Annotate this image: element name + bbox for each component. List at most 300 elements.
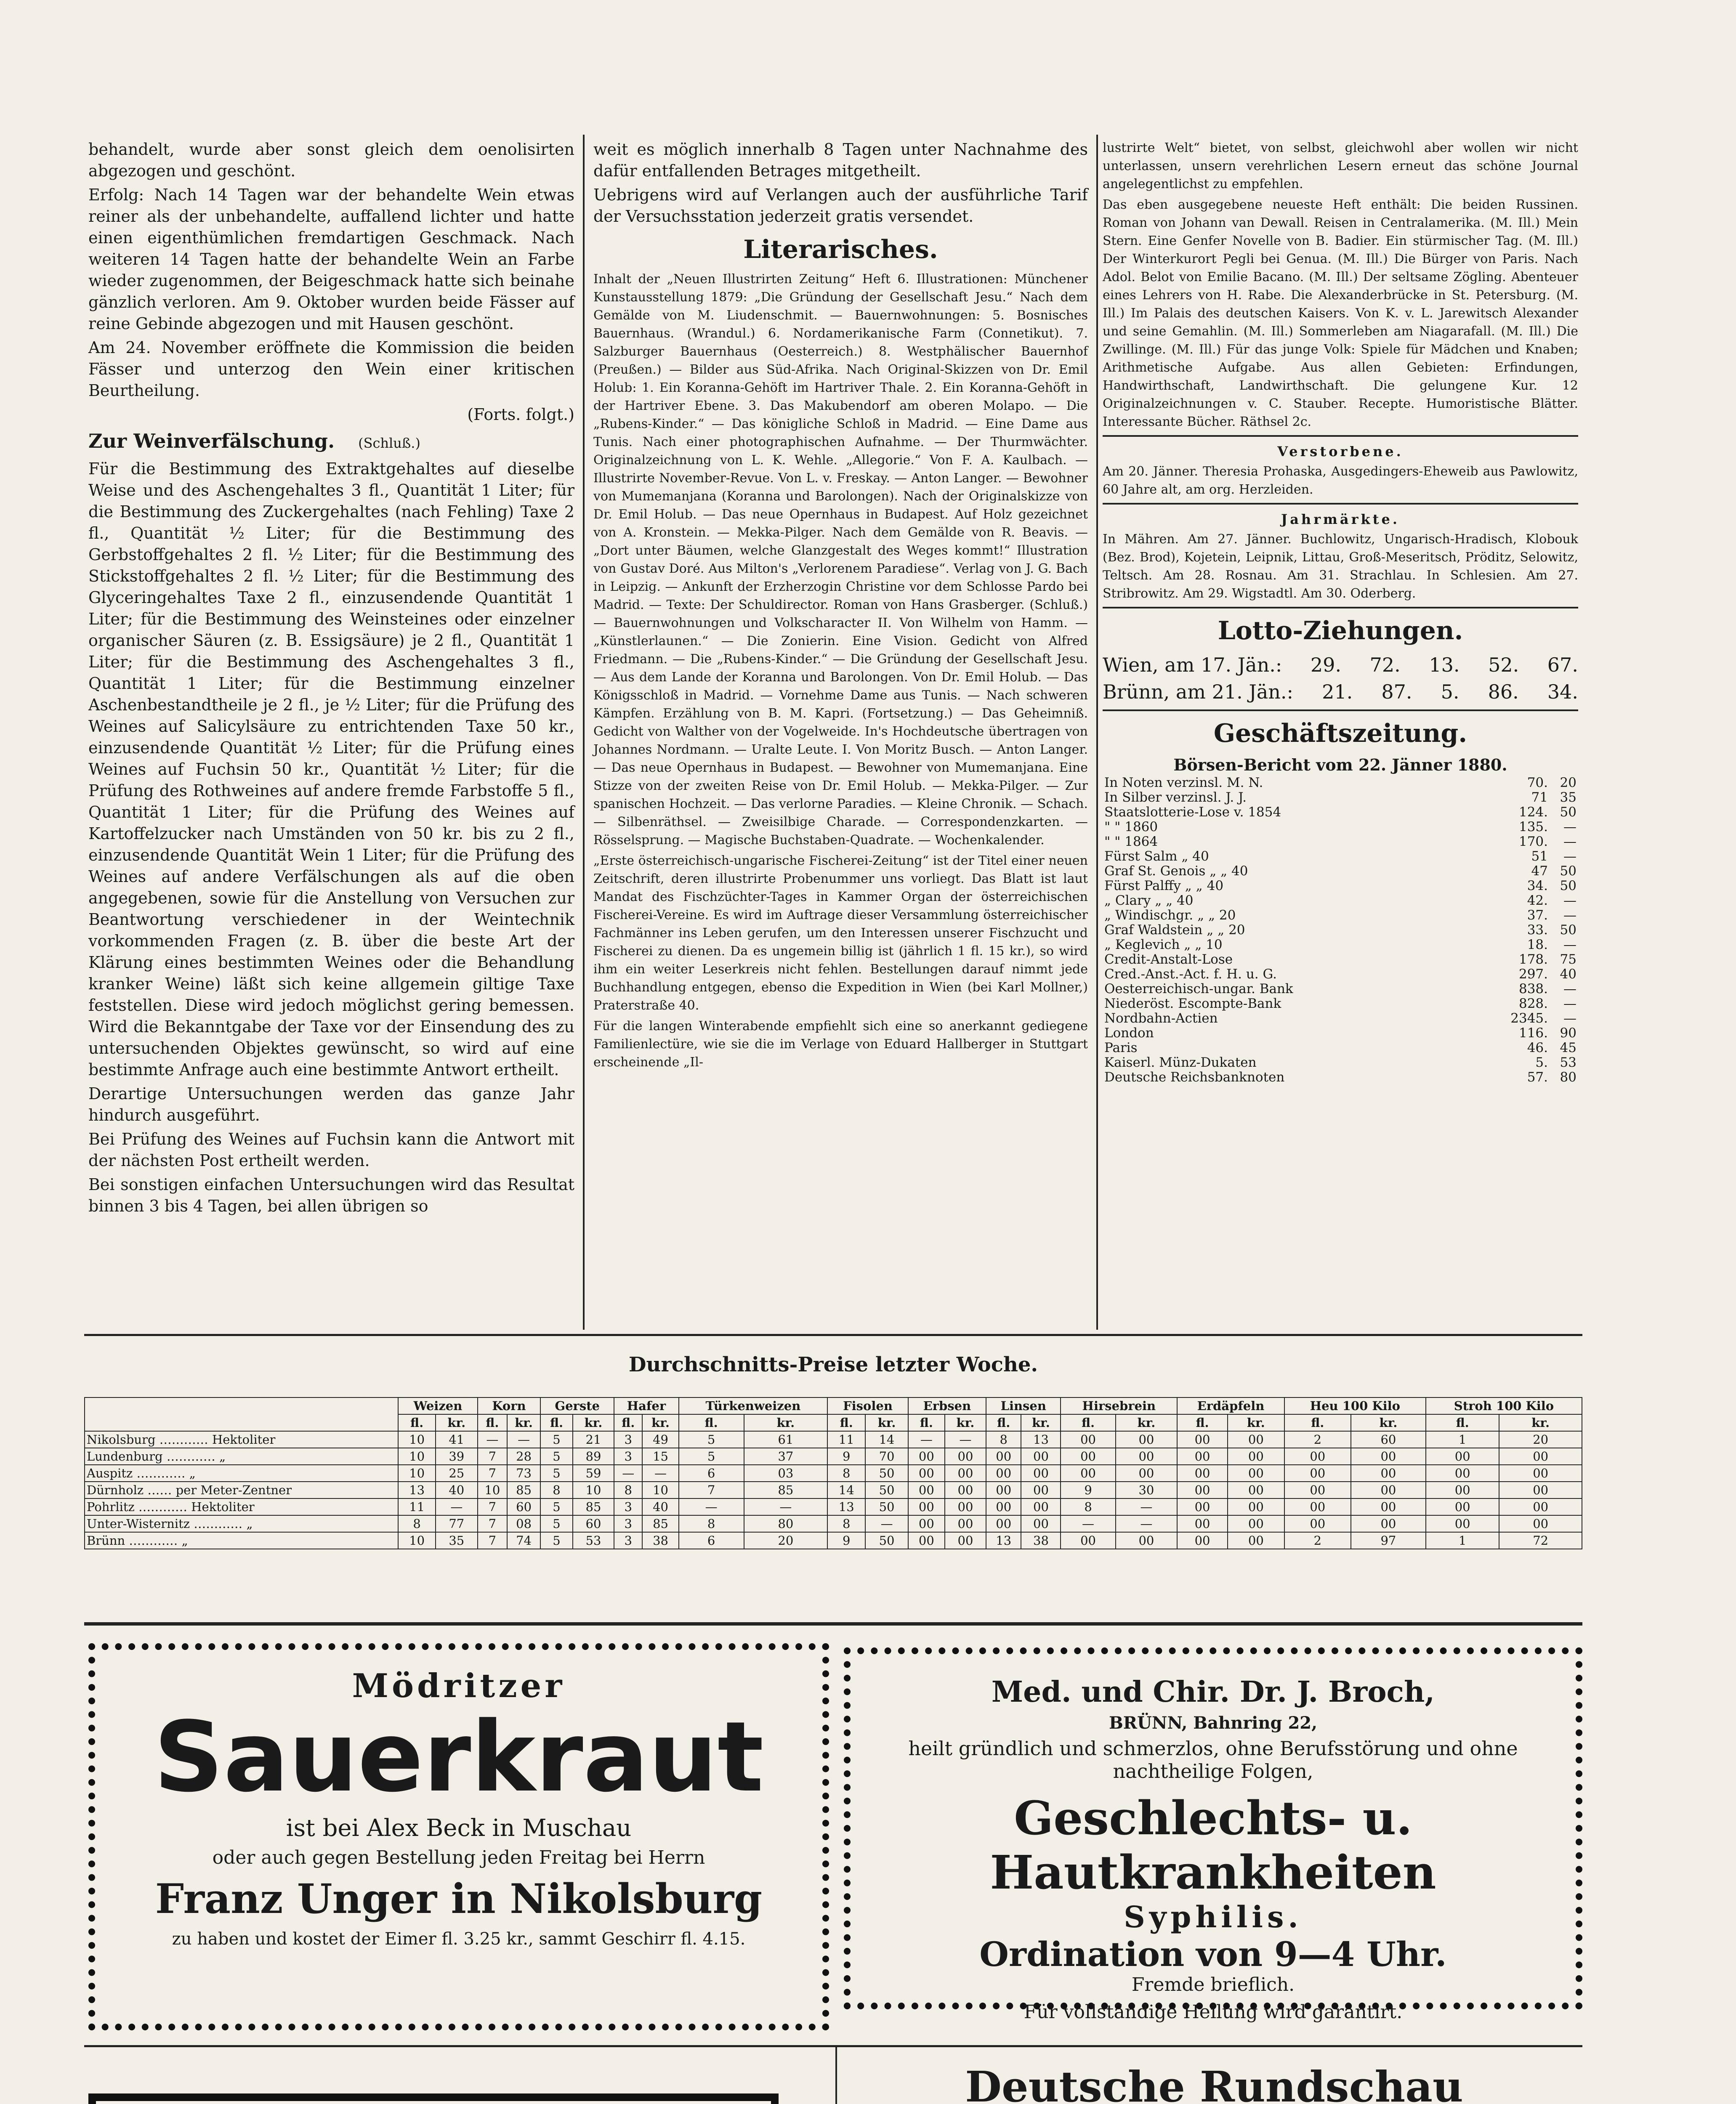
prices-cell: 00 bbox=[1426, 1482, 1499, 1498]
prices-header: Hafer bbox=[614, 1397, 679, 1414]
prices-table-wrapper bbox=[84, 1397, 1582, 1549]
prices-cell: 00 bbox=[1177, 1465, 1228, 1482]
boerse-row bbox=[1103, 1041, 1578, 1055]
prices-unit: fl. bbox=[540, 1414, 573, 1431]
boerse-cell-c: — bbox=[1563, 981, 1576, 996]
boerse-cell-v: 297. bbox=[1518, 967, 1548, 982]
prices-unit: fl. bbox=[478, 1414, 507, 1431]
boerse-cell-label: Staatslotterie-Lose v. 1854 bbox=[1104, 805, 1281, 820]
prices-cell: — bbox=[436, 1498, 478, 1515]
prices-cell: 00 bbox=[1228, 1431, 1284, 1448]
prices-header: Heu 100 Kilo bbox=[1284, 1397, 1426, 1414]
prices-cell: 5 bbox=[540, 1431, 573, 1448]
boerse-row bbox=[1103, 908, 1578, 923]
prices-cell: 00 bbox=[1499, 1465, 1582, 1482]
prices-header: Erbsen bbox=[908, 1397, 986, 1414]
prices-cell: 00 bbox=[1351, 1465, 1426, 1482]
prices-cell: 00 bbox=[1351, 1515, 1426, 1532]
prices-cell: 00 bbox=[1116, 1431, 1178, 1448]
prices-cell: 7 bbox=[478, 1498, 507, 1515]
prices-cell: 00 bbox=[1499, 1448, 1582, 1465]
boerse-cell-c: 50 bbox=[1560, 922, 1576, 938]
prices-cell: 8 bbox=[827, 1515, 865, 1532]
prices-cell: 13 bbox=[398, 1482, 436, 1498]
prices-cell: 7 bbox=[679, 1482, 744, 1498]
sauerkraut-line1: ist bei Alex Beck in Muschau bbox=[286, 1814, 632, 1842]
prices-cell: 08 bbox=[507, 1515, 540, 1532]
lotto-number: 67. bbox=[1547, 654, 1578, 676]
prices-cell: 00 bbox=[908, 1498, 945, 1515]
lotto-number: 29. bbox=[1310, 654, 1342, 676]
prices-cell: 13 bbox=[827, 1498, 865, 1515]
prices-cell: 50 bbox=[865, 1465, 908, 1482]
prices-cell: 20 bbox=[744, 1532, 828, 1549]
boerse-cell-v: 42. bbox=[1527, 893, 1548, 908]
prices-cell: 00 bbox=[1021, 1448, 1061, 1465]
prices-cell: 00 bbox=[908, 1515, 945, 1532]
prices-header: Korn bbox=[478, 1397, 541, 1414]
prices-cell: 10 bbox=[398, 1465, 436, 1482]
prices-row bbox=[85, 1431, 1582, 1448]
prices-cell: 39 bbox=[436, 1448, 478, 1465]
prices-cell: 8 bbox=[679, 1515, 744, 1532]
prices-place: Unter-Wisternitz ………… „ bbox=[85, 1515, 398, 1532]
col2-para5: Für die langen Winterabende empfiehlt sich eine so anerkannt gediegene Familienlectüre, wie sie die im Verlage von Eduard Hallberger in Stuttgart erscheinende „Il- bbox=[593, 1019, 1088, 1070]
prices-cell: 00 bbox=[986, 1498, 1021, 1515]
boerse-cell-c: — bbox=[1563, 819, 1576, 834]
boerse-cell-label: Oesterreichisch-ungar. Bank bbox=[1104, 981, 1293, 996]
prices-unit: fl. bbox=[1284, 1414, 1351, 1431]
prices-cell: 2 bbox=[1284, 1431, 1351, 1448]
prices-cell: 00 bbox=[1351, 1498, 1426, 1515]
prices-cell: 00 bbox=[1499, 1498, 1582, 1515]
col3-para1: lustrirte Welt“ bietet, von selbst, gleichwohl aber wollen wir nicht unterlassen, unsern verehrlichen Lesern erneut das schöne Journal angelegentlichst zu empfehlen. bbox=[1103, 141, 1578, 191]
rule-below-ads bbox=[84, 2045, 1582, 2047]
boerse-cell-label: Fürst Palffy „ „ 40 bbox=[1104, 878, 1224, 893]
boerse-cell-v: 170. bbox=[1518, 834, 1548, 849]
prices-cell: 00 bbox=[1426, 1448, 1499, 1465]
boerse-table bbox=[1103, 776, 1578, 1085]
lotto-number: 52. bbox=[1488, 654, 1519, 676]
prices-unit: fl. bbox=[1061, 1414, 1115, 1431]
prices-cell: 40 bbox=[642, 1498, 678, 1515]
prices-cell: 00 bbox=[1021, 1515, 1061, 1532]
prices-corner bbox=[85, 1397, 398, 1431]
ads-divider bbox=[835, 2047, 837, 2104]
boerse-cell-label: „ Clary „ „ 40 bbox=[1104, 893, 1194, 908]
sauerkraut-top: Mödritzer bbox=[352, 1667, 566, 1705]
prices-cell: 8 bbox=[540, 1482, 573, 1498]
prices-cell: 00 bbox=[1116, 1448, 1178, 1465]
prices-cell: — bbox=[507, 1431, 540, 1448]
prices-unit: kr. bbox=[1116, 1414, 1178, 1431]
prices-cell: 00 bbox=[1426, 1465, 1499, 1482]
column-divider-1 bbox=[583, 135, 585, 1330]
prices-unit: kr. bbox=[1351, 1414, 1426, 1431]
prices-cell: 28 bbox=[507, 1448, 540, 1465]
prices-cell: 37 bbox=[744, 1448, 828, 1465]
prices-cell: — bbox=[614, 1465, 642, 1482]
prices-cell: 00 bbox=[986, 1448, 1021, 1465]
prices-cell: 85 bbox=[507, 1482, 540, 1498]
broch-line3: heilt gründlich und schmerzlos, ohne Berufsstörung und ohne nachtheilige Folgen, bbox=[908, 1737, 1518, 1783]
prices-cell: 13 bbox=[986, 1532, 1021, 1549]
col2-para2: Uebrigens wird auf Verlangen auch der ausführliche Tarif der Versuchsstation jederzeit gratis versendet. bbox=[593, 186, 1088, 226]
prices-cell: 53 bbox=[573, 1532, 614, 1549]
prices-cell: 3 bbox=[614, 1448, 642, 1465]
prices-cell: — bbox=[908, 1431, 945, 1448]
boerse-cell-c: 40 bbox=[1560, 967, 1576, 982]
lotto-number: 34. bbox=[1547, 680, 1578, 703]
prices-unit: fl. bbox=[1426, 1414, 1499, 1431]
col1-para4: Für die Bestimmung des Extraktgehaltes auf dieselbe Weise und des Aschengehaltes 3 fl., Quantität 1 Liter; für die Bestimmung des Zuckergehaltes (nach Fehling) Taxe 2 fl., Quantität ½ Liter; für die Bestimmung des Gerbstoffgehaltes 2 fl. ½ Liter; für die Bestimmung des Stickstoffgehaltes 2 fl. ½ Liter; für die Bestimmung des Glyceringehaltes Taxe 2 fl., einzusendende Quantität 1 Liter; für die Bestimmung des Weinsteines oder einzelner organischer Säuren (z. B. Essigsäure) je 2 fl., Quantität 1 Liter; für die Bestimmung des Aschengehaltes 3 fl., Quantität 1 Liter; für die Bestimmung einzelner Aschenbestandtheile je 2 fl., je ½ Liter; für die Prüfung des Weines auf Salicylsäure zu entrichtenden Taxe 50 kr., einzusendende Quantität ½ Liter; für die Prüfung eines Weines auf Fuchsin 50 kr., Quantität ½ Liter; für die Prüfung des Rothweines auf andere fremde Farbstoffe 5 fl., Quantität 1 Liter; für die Prüfung des Weines auf Kartoffelzucker nach Umständen von 50 kr. bis zu 2 fl., einzusendende Quantität Wein 1 Liter; für die Prüfung des Weines auf andere Verfälschungen als auf die oben angegebenen, sowie für die Anstellung von Versuchen zur Beantwortung verschiedener in der Weintechnik vorkommenden Fragen (z. B. über die beste Art der Klärung eines bestimmten Weines oder die Behandlung kranker Weine) läßt sich keine allgemein giltige Taxe feststellen. Diese wird jedoch möglichst gering bemessen. Wird die Bekanntgabe der Taxe vor der Einsendung des zu untersuchenden Objektes gewünscht, so wird auf eine bestimmte Anfrage auch eine bestimmte Antwort ertheilt. bbox=[88, 460, 574, 1079]
prices-cell: 00 bbox=[1351, 1448, 1426, 1465]
lotto-number: 13. bbox=[1429, 654, 1460, 676]
prices-cell: 97 bbox=[1351, 1532, 1426, 1549]
boerse-cell-label: Paris bbox=[1104, 1040, 1138, 1055]
prices-cell: 5 bbox=[540, 1515, 573, 1532]
prices-unit: kr. bbox=[642, 1414, 678, 1431]
prices-cell: 8 bbox=[986, 1431, 1021, 1448]
lotto-row-bruenn bbox=[1103, 678, 1578, 705]
prices-row bbox=[85, 1448, 1582, 1465]
lotto-number: 87. bbox=[1381, 680, 1412, 703]
boerse-cell-v: 18. bbox=[1527, 937, 1548, 952]
boerse-cell-c: 45 bbox=[1560, 1040, 1576, 1055]
prices-cell: — bbox=[865, 1515, 908, 1532]
boerse-row bbox=[1103, 1070, 1578, 1085]
rule-above-prices bbox=[84, 1334, 1582, 1336]
verstorbene-heading: Verstorbene. bbox=[1277, 444, 1404, 460]
prices-cell: 9 bbox=[1061, 1482, 1115, 1498]
col1-fortsetzung: (Forts. folgt.) bbox=[467, 405, 574, 424]
geschaeft-heading: Geschäftszeitung. bbox=[1213, 719, 1467, 748]
ad-mattoni bbox=[88, 2093, 779, 2104]
prices-cell: 00 bbox=[1499, 1515, 1582, 1532]
prices-cell: 74 bbox=[507, 1532, 540, 1549]
prices-unit: kr. bbox=[1021, 1414, 1061, 1431]
prices-cell: 3 bbox=[614, 1515, 642, 1532]
prices-cell: 00 bbox=[908, 1532, 945, 1549]
boerse-heading: Börsen-Bericht vom 22. Jänner 1880. bbox=[1173, 755, 1507, 774]
lotto-number: 5. bbox=[1441, 680, 1460, 703]
prices-unit: fl. bbox=[679, 1414, 744, 1431]
prices-cell: 2 bbox=[1284, 1532, 1351, 1549]
prices-cell: 00 bbox=[986, 1482, 1021, 1498]
prices-cell: 1 bbox=[1426, 1431, 1499, 1448]
broch-line1: Med. und Chir. Dr. J. Broch, bbox=[991, 1675, 1435, 1709]
prices-header: Stroh 100 Kilo bbox=[1426, 1397, 1582, 1414]
prices-cell: 10 bbox=[642, 1482, 678, 1498]
boerse-cell-c: 50 bbox=[1560, 863, 1576, 879]
prices-cell: — bbox=[679, 1498, 744, 1515]
prices-cell: 00 bbox=[1116, 1532, 1178, 1549]
prices-cell: — bbox=[744, 1498, 828, 1515]
prices-cell: 38 bbox=[642, 1532, 678, 1549]
prices-cell: 00 bbox=[1177, 1482, 1228, 1498]
lotto-number: 21. bbox=[1322, 680, 1353, 703]
prices-cell: 89 bbox=[573, 1448, 614, 1465]
boerse-cell-c: 20 bbox=[1560, 775, 1576, 790]
prices-cell: — bbox=[642, 1465, 678, 1482]
prices-cell: 00 bbox=[1021, 1465, 1061, 1482]
sauerkraut-big: Sauerkraut bbox=[154, 1701, 764, 1814]
prices-cell: 00 bbox=[986, 1515, 1021, 1532]
prices-cell: 61 bbox=[744, 1431, 828, 1448]
prices-cell: 00 bbox=[945, 1482, 986, 1498]
prices-cell: — bbox=[1116, 1515, 1178, 1532]
lotto-number: 72. bbox=[1369, 654, 1401, 676]
boerse-row bbox=[1103, 923, 1578, 938]
jahrmaerkte-heading: Jahrmärkte. bbox=[1281, 511, 1400, 527]
boerse-cell-v: 33. bbox=[1527, 922, 1548, 938]
prices-cell: 13 bbox=[1021, 1431, 1061, 1448]
sauerkraut-line2: oder auch gegen Bestellung jeden Freitag bei Herrn bbox=[212, 1847, 705, 1868]
prices-cell: 00 bbox=[1228, 1532, 1284, 1549]
prices-cell: 73 bbox=[507, 1465, 540, 1482]
prices-cell: 00 bbox=[1061, 1448, 1115, 1465]
col1-para5: Derartige Untersuchungen werden das ganze Jahr hindurch ausgeführt. bbox=[88, 1084, 574, 1124]
boerse-cell-v: 71 bbox=[1531, 790, 1548, 805]
prices-cell: 00 bbox=[945, 1498, 986, 1515]
prices-cell: 3 bbox=[614, 1498, 642, 1515]
col1-heading: Zur Weinverfälschung. bbox=[88, 430, 335, 452]
prices-unit: fl. bbox=[398, 1414, 436, 1431]
prices-cell: 00 bbox=[1177, 1515, 1228, 1532]
boerse-cell-label: Deutsche Reichsbanknoten bbox=[1104, 1070, 1285, 1085]
prices-cell: 30 bbox=[1116, 1482, 1178, 1498]
prices-cell: 00 bbox=[908, 1482, 945, 1498]
boerse-cell-label: London bbox=[1104, 1025, 1154, 1041]
boerse-row bbox=[1103, 879, 1578, 893]
boerse-cell-label: „ Keglevich „ „ 10 bbox=[1104, 937, 1223, 952]
boerse-cell-label: Nordbahn-Actien bbox=[1104, 1011, 1218, 1026]
boerse-row bbox=[1103, 1026, 1578, 1041]
prices-cell: 8 bbox=[1061, 1498, 1115, 1515]
prices-unit: kr. bbox=[1228, 1414, 1284, 1431]
prices-cell: 14 bbox=[827, 1482, 865, 1498]
prices-cell: 50 bbox=[865, 1498, 908, 1515]
prices-cell: 6 bbox=[679, 1532, 744, 1549]
prices-row bbox=[85, 1532, 1582, 1549]
boerse-row bbox=[1103, 967, 1578, 982]
prices-cell: 00 bbox=[1116, 1465, 1178, 1482]
col2-para3: Inhalt der „Neuen Illustrirten Zeitung“ Heft 6. Illustrationen: Münchener Kunstausstellung 1879: „Die Gründung der Gesellschaft Jesu.“ Nach dem Gemälde von M. Liudenschmit. — Bauernwohnungen: 5. Bosnisches Bauernhaus. (Wrandul.) 6. Nordamerikanische Farm (Connetikut). 7. Salzburger Bauernhaus (Oesterreich.) 8. Westphälischer Bauernhof (Preußen.) — Bilder aus Süd-Afrika. Nach Original-Skizzen von Dr. Emil Holub: 1. Ein Koranna-Gehöft im Hartriver Thale. 2. Ein Koranna-Gehöft in der Hartriver Ebene. 3. Das Makubendorf am oberen Molapo. — Die „Rubens-Kinder.“ — Das königliche Schloß in Madrid. — Eine Dame aus Tunis. Nach einer photographischen Aufnahme. — Der Thurmwächter. Originalzeichnung von L. K. Wehle. „Allegorie.“ Von F. A. Kaulbach. — Illustrirte November-Revue. Von L. v. Freskay. — Anton Langer. — Bewohner von Mumemanjana (Koranna und Barolongen). Nach der Originalskizze von Dr. Emil Holub. — Das neue Opernhaus in Budapest. Auf Holz gezeichnet von A. Kronstein. — Mekka-Pilger. Nach dem Gemälde von R. Beavis. — „Dort unter Bäumen, welche Glanzgestalt des Weges kommt!“ Illustration von Gustav Doré. Aus Milton's „Verlorenem Paradiese“. Verlag von J. G. Bach in Leipzig. — Ankunft der Erzherzogin Christine vor dem Schlosse Pardo bei Madrid. — Texte: Der Schuldirector. Roman von Hans Grasberger. (Schluß.) — Bauernwohnungen und Volkscharacter II. Von Wilhelm von Hamm. — „Künstlerlaunen.“ — Die Zonierin. Eine Vision. Gedicht von Alfred Friedmann. — Die „Rubens-Kinder.“ — Die Gründung der Gesellschaft Jesu. — Aus dem Lande der Koranna und Barolongen. Von Dr. Emil Holub. — Das Königsschloß in Madrid. — Vornehme Dame aus Tunis. — Nach schweren Kämpfen. Erzählung von B. M. Kapri. (Fortsetzung.) — Das Geheimniß. Gedicht von Walther von der Vogelweide. In's Hochdeutsche übertragen von Johannes Nordmann. — Uralte Leute. I. Von Moritz Busch. — Anton Langer. — Das neue Opernhaus in Budapest. — Bewohner von Mumemanjana. Eine Stizze von der zweiten Reise von Dr. Emil Holub. — Mekka-Pilger. — Zur spanischen Hochzeit. — Das verlorne Paradies. — Kleine Chronik. — Schach. — Silbenräthsel. — Zweisilbige Charade. — Correspondenzkarten. — Rösselsprung. — Magische Buchstaben-Quadrate. — Wochenkalender. bbox=[593, 272, 1088, 847]
prices-cell: 70 bbox=[865, 1448, 908, 1465]
prices-unit: kr. bbox=[945, 1414, 986, 1431]
prices-place: Dürnholz …… per Meter-Zentner bbox=[85, 1482, 398, 1498]
prices-cell: 00 bbox=[1177, 1431, 1228, 1448]
prices-cell: 00 bbox=[1021, 1498, 1061, 1515]
prices-cell: 85 bbox=[573, 1498, 614, 1515]
broch-line8: Für vollständige Heilung wird garantirt. bbox=[1024, 2001, 1403, 2023]
rundschau-title: Deutsche Rundschau bbox=[965, 2062, 1463, 2104]
prices-cell: 20 bbox=[1499, 1431, 1582, 1448]
prices-cell: 50 bbox=[865, 1482, 908, 1498]
ad-rundschau bbox=[846, 2062, 1582, 2104]
boerse-cell-v: 135. bbox=[1518, 819, 1548, 834]
boerse-cell-c: — bbox=[1563, 849, 1576, 864]
prices-place: Nikolsburg ………… Hektoliter bbox=[85, 1431, 398, 1448]
column-3 bbox=[1103, 139, 1578, 1085]
boerse-cell-c: 75 bbox=[1560, 952, 1576, 967]
prices-cell: 00 bbox=[908, 1448, 945, 1465]
prices-cell: 15 bbox=[642, 1448, 678, 1465]
boerse-cell-c: — bbox=[1563, 834, 1576, 849]
prices-unit: kr. bbox=[744, 1414, 828, 1431]
boerse-cell-c: 80 bbox=[1560, 1070, 1576, 1085]
prices-cell: 3 bbox=[614, 1431, 642, 1448]
sauerkraut-line3: Franz Unger in Nikolsburg bbox=[155, 1875, 763, 1923]
boerse-cell-label: " " 1864 bbox=[1104, 834, 1158, 849]
prices-cell: 5 bbox=[540, 1448, 573, 1465]
boerse-cell-v: 838. bbox=[1518, 981, 1548, 996]
boerse-row bbox=[1103, 834, 1578, 849]
boerse-cell-label: Graf Waldstein „ „ 20 bbox=[1104, 922, 1245, 938]
prices-cell: 1 bbox=[1426, 1532, 1499, 1549]
prices-header: Weizen bbox=[398, 1397, 477, 1414]
boerse-cell-label: Kaiserl. Münz-Dukaten bbox=[1104, 1055, 1257, 1070]
prices-cell: 00 bbox=[1228, 1448, 1284, 1465]
boerse-row bbox=[1103, 996, 1578, 1011]
prices-cell: 3 bbox=[614, 1532, 642, 1549]
boerse-cell-v: 5. bbox=[1535, 1055, 1548, 1070]
lotto-number: 86. bbox=[1488, 680, 1519, 703]
prices-cell: 7 bbox=[478, 1532, 507, 1549]
boerse-cell-v: 124. bbox=[1518, 805, 1548, 820]
broch-line4: Geschlechts- u. Hautkrankheiten bbox=[990, 1791, 1436, 1899]
boerse-cell-v: 178. bbox=[1518, 952, 1548, 967]
prices-unit: kr. bbox=[507, 1414, 540, 1431]
prices-cell: 5 bbox=[540, 1532, 573, 1549]
boerse-row bbox=[1103, 790, 1578, 805]
prices-cell: 10 bbox=[398, 1532, 436, 1549]
boerse-row bbox=[1103, 1011, 1578, 1026]
lotto-results bbox=[1103, 651, 1578, 705]
lotto-city: Brünn, am 21. Jän.: bbox=[1103, 680, 1293, 703]
prices-cell: 00 bbox=[1284, 1498, 1351, 1515]
col1-heading-note: (Schluß.) bbox=[358, 435, 420, 451]
prices-cell: — bbox=[1061, 1515, 1115, 1532]
prices-cell: 00 bbox=[1499, 1482, 1582, 1498]
prices-row bbox=[85, 1482, 1582, 1498]
prices-cell: 00 bbox=[1177, 1448, 1228, 1465]
col2-heading: Literarisches. bbox=[743, 235, 938, 264]
prices-cell: 00 bbox=[1061, 1532, 1115, 1549]
lotto-row-wien bbox=[1103, 651, 1578, 678]
prices-cell: 00 bbox=[1021, 1482, 1061, 1498]
boerse-cell-v: 2345. bbox=[1510, 1011, 1548, 1026]
prices-cell: 7 bbox=[478, 1515, 507, 1532]
prices-cell: 00 bbox=[945, 1532, 986, 1549]
prices-cell: 5 bbox=[540, 1498, 573, 1515]
boerse-cell-c: — bbox=[1563, 893, 1576, 908]
boerse-row bbox=[1103, 893, 1578, 908]
prices-cell: 77 bbox=[436, 1515, 478, 1532]
boerse-row bbox=[1103, 982, 1578, 996]
broch-line7: Fremde brieflich. bbox=[1131, 1974, 1295, 1995]
prices-cell: 49 bbox=[642, 1431, 678, 1448]
prices-unit: kr. bbox=[1499, 1414, 1582, 1431]
boerse-row bbox=[1103, 820, 1578, 834]
prices-cell: 60 bbox=[1351, 1431, 1426, 1448]
boerse-cell-label: „ Windischgr. „ „ 20 bbox=[1104, 908, 1236, 923]
prices-cell: 85 bbox=[744, 1482, 828, 1498]
boerse-cell-v: 37. bbox=[1527, 908, 1548, 923]
broch-line5: Syphilis. bbox=[1124, 1899, 1303, 1934]
prices-cell: 11 bbox=[398, 1498, 436, 1515]
prices-cell: 00 bbox=[1061, 1431, 1115, 1448]
col1-para1: behandelt, wurde aber sonst gleich dem oenolisirten abgezogen und geschönt. bbox=[88, 140, 574, 180]
prices-cell: 59 bbox=[573, 1465, 614, 1482]
prices-unit: fl. bbox=[986, 1414, 1021, 1431]
prices-cell: 00 bbox=[1061, 1465, 1115, 1482]
prices-cell: 00 bbox=[1228, 1515, 1284, 1532]
column-2 bbox=[593, 139, 1088, 1074]
prices-unit: fl. bbox=[1177, 1414, 1228, 1431]
prices-header: Fisolen bbox=[827, 1397, 908, 1414]
prices-cell: 00 bbox=[1284, 1482, 1351, 1498]
prices-cell: 6 bbox=[679, 1465, 744, 1482]
prices-cell: 21 bbox=[573, 1431, 614, 1448]
prices-cell: 00 bbox=[986, 1465, 1021, 1482]
prices-row bbox=[85, 1465, 1582, 1482]
prices-cell: 11 bbox=[827, 1431, 865, 1448]
prices-cell: 14 bbox=[865, 1431, 908, 1448]
boerse-cell-c: — bbox=[1563, 937, 1576, 952]
prices-cell: 7 bbox=[478, 1465, 507, 1482]
prices-place: Brünn ………… „ bbox=[85, 1532, 398, 1549]
prices-cell: 00 bbox=[1426, 1515, 1499, 1532]
prices-cell: 00 bbox=[908, 1465, 945, 1482]
boerse-cell-c: 53 bbox=[1560, 1055, 1576, 1070]
column-1 bbox=[88, 139, 574, 1219]
lotto-city: Wien, am 17. Jän.: bbox=[1103, 654, 1282, 676]
prices-cell: 5 bbox=[540, 1465, 573, 1482]
prices-unit: fl. bbox=[827, 1414, 865, 1431]
lotto-heading: Lotto-Ziehungen. bbox=[1218, 616, 1463, 646]
prices-place: Pohrlitz ………… Hektoliter bbox=[85, 1498, 398, 1515]
boerse-cell-c: 90 bbox=[1560, 1025, 1576, 1041]
prices-cell: 00 bbox=[945, 1448, 986, 1465]
boerse-cell-v: 47 bbox=[1531, 863, 1548, 879]
col1-para7: Bei sonstigen einfachen Untersuchungen wird das Resultat binnen 3 bis 4 Tagen, bei allen übrigen so bbox=[88, 1175, 574, 1215]
col1-para6: Bei Prüfung des Weines auf Fuchsin kann die Antwort mit der nächsten Post ertheilt werden. bbox=[88, 1130, 574, 1170]
prices-cell: 00 bbox=[1177, 1532, 1228, 1549]
prices-cell: 00 bbox=[1284, 1448, 1351, 1465]
broch-line6: Ordination von 9—4 Uhr. bbox=[979, 1934, 1447, 1974]
prices-header: Gerste bbox=[540, 1397, 614, 1414]
prices-cell: 72 bbox=[1499, 1532, 1582, 1549]
broch-line2: BRÜNN, Bahnring 22, bbox=[1109, 1713, 1318, 1733]
prices-cell: 60 bbox=[573, 1515, 614, 1532]
prices-unit: kr. bbox=[865, 1414, 908, 1431]
prices-cell: 8 bbox=[398, 1515, 436, 1532]
prices-unit: kr. bbox=[573, 1414, 614, 1431]
prices-cell: — bbox=[945, 1431, 986, 1448]
prices-cell: 00 bbox=[1228, 1465, 1284, 1482]
prices-cell: 8 bbox=[614, 1482, 642, 1498]
prices-cell: 00 bbox=[945, 1465, 986, 1482]
prices-header: Erdäpfeln bbox=[1177, 1397, 1284, 1414]
prices-cell: 80 bbox=[744, 1515, 828, 1532]
ad-sauerkraut bbox=[88, 1643, 829, 2030]
prices-header: Türkenweizen bbox=[679, 1397, 828, 1414]
col2-para4: „Erste österreichisch-ungarische Fischerei-Zeitung“ ist der Titel einer neuen Zeitschrift, deren illustrirte Probenummer uns vorliegt. Das Blatt ist laut Mandat des Fischzüchter-Tages in Kammer Organ der österreichischen Fischerei-Vereine. Es wird im Auftrage dieser Versammlung österreichischer Fachmänner ins Leben gerufen, um den Interessen unserer Fischzucht und Fischerei zu dienen. Da es ungemein billig ist (jährlich 1 fl. 15 kr.), so wird ihm ein weiter Leserkreis nicht fehlen. Bestellungen darauf nimmt jede Buchhandlung entgegen, ebenso die Expedition in Wien (bei Karl Mollner,) Praterstraße 40. bbox=[593, 853, 1088, 1013]
prices-cell: — bbox=[478, 1431, 507, 1448]
prices-place: Auspitz ………… „ bbox=[85, 1465, 398, 1482]
prices-cell: 00 bbox=[1351, 1482, 1426, 1498]
